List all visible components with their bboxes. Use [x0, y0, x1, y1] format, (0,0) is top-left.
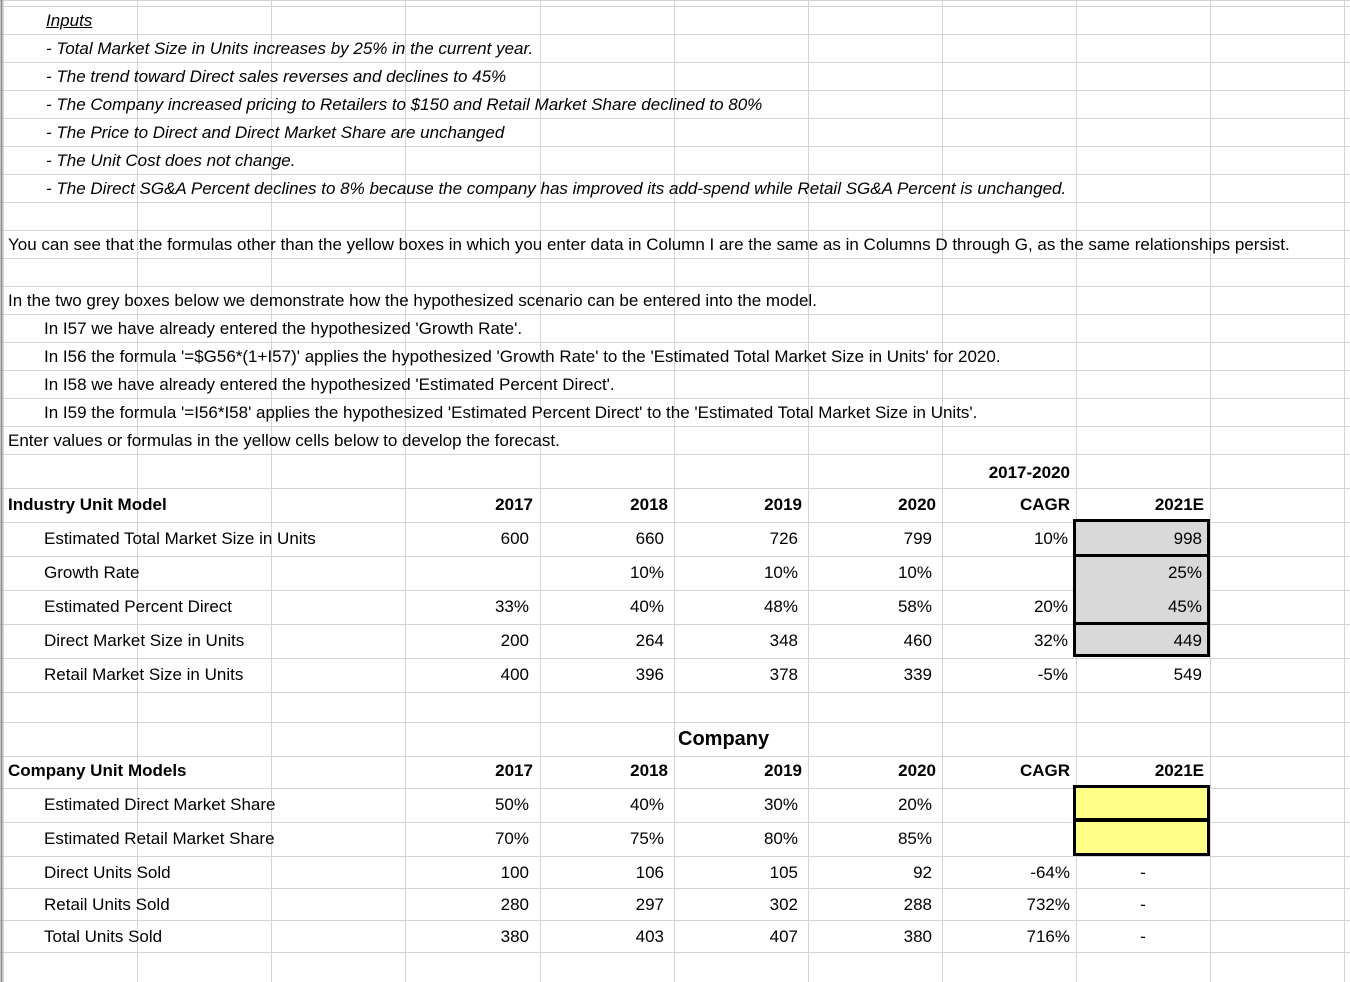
input-bullet-2: - The trend toward Direct sales reverses and declines to 45% — [46, 67, 507, 86]
cell-value[interactable]: 302 — [769, 895, 798, 914]
row-label: Growth Rate — [44, 563, 140, 582]
cell-value[interactable]: 396 — [635, 665, 664, 684]
row-label: Retail Market Size in Units — [44, 665, 244, 684]
cell-value[interactable]: 100 — [500, 863, 529, 882]
cell-value[interactable]: 106 — [635, 863, 664, 882]
input-bullet-3: - The Company increased pricing to Retailers to $150 and Retail Market Share declined to 80% — [46, 95, 763, 114]
cell-forecast[interactable]: - — [1140, 927, 1146, 946]
grey-box-intro: In the two grey boxes below we demonstrate how the hypothesized scenario can be entered into the model. — [8, 291, 817, 310]
industry-cagr-header: CAGR — [1019, 495, 1070, 514]
cell-forecast[interactable]: - — [1140, 895, 1146, 914]
cell-value[interactable]: 726 — [769, 529, 798, 548]
cell-value[interactable]: 10% — [897, 563, 932, 582]
cell-value[interactable]: 600 — [500, 529, 529, 548]
company-forecast-header: 2021E — [1154, 761, 1204, 780]
row-label: Direct Market Size in Units — [44, 631, 245, 650]
industry-year-2018: 2018 — [630, 495, 668, 514]
cell-value[interactable]: 10% — [763, 563, 798, 582]
cell-value[interactable]: 288 — [903, 895, 932, 914]
cell-value[interactable]: 50% — [494, 795, 529, 814]
cell-cagr[interactable]: 732% — [1026, 895, 1070, 914]
cell-value[interactable]: 200 — [500, 631, 529, 650]
company-year-2018: 2018 — [630, 761, 668, 780]
input-bullet-5: - The Unit Cost does not change. — [46, 151, 296, 170]
cell-value[interactable]: 280 — [500, 895, 529, 914]
cell-value[interactable]: 58% — [897, 597, 932, 616]
cell-cagr[interactable]: 716% — [1026, 927, 1070, 946]
industry-year-2019: 2019 — [764, 495, 802, 514]
cell-value[interactable]: 348 — [769, 631, 798, 650]
enter-values-instruction: Enter values or formulas in the yellow cells below to develop the forecast. — [8, 431, 560, 450]
cell-value[interactable]: 460 — [903, 631, 932, 650]
row-label: Total Units Sold — [44, 927, 163, 946]
cell-value[interactable]: 40% — [629, 597, 664, 616]
note-formulas: You can see that the formulas other than the yellow boxes in which you enter data in Column I are the same as in Columns D through G, as the same relationships persist. — [8, 235, 1290, 254]
input-bullet-4: - The Price to Direct and Direct Market Share are unchanged — [46, 123, 505, 142]
cell-value[interactable]: 380 — [903, 927, 932, 946]
cell-value[interactable]: 297 — [635, 895, 664, 914]
cell-value[interactable]: 20% — [897, 795, 932, 814]
yellow-input-direct-share[interactable] — [1073, 785, 1210, 821]
cell-value[interactable]: 33% — [494, 597, 529, 616]
cell-value[interactable]: 799 — [903, 529, 932, 548]
company-model-title: Company Unit Models — [8, 761, 187, 780]
grey-box-divider — [1076, 622, 1207, 625]
cell-value[interactable]: 30% — [763, 795, 798, 814]
cell-value[interactable]: 339 — [903, 665, 932, 684]
company-cagr-header: CAGR — [1019, 761, 1070, 780]
grey-step-2: In I56 the formula '=$G56*(1+I57)' applies the hypothesized 'Growth Rate' to the 'Estimated Total Market Size in Units' for 2020. — [44, 347, 1001, 366]
grey-box-divider — [1076, 554, 1207, 557]
cell-value[interactable]: 85% — [897, 829, 932, 848]
cell-value[interactable]: 403 — [635, 927, 664, 946]
industry-forecast-header: 2021E — [1154, 495, 1204, 514]
row-label: Estimated Retail Market Share — [44, 829, 275, 848]
grey-step-1: In I57 we have already entered the hypothesized 'Growth Rate'. — [44, 319, 523, 338]
cell-value[interactable]: 660 — [635, 529, 664, 548]
cell-value[interactable]: 10% — [629, 563, 664, 582]
cell-value[interactable]: 105 — [769, 863, 798, 882]
cell-value[interactable]: 92 — [913, 863, 932, 882]
cell-value[interactable]: 400 — [500, 665, 529, 684]
cell-cagr[interactable]: -64% — [1030, 863, 1070, 882]
cell-cagr[interactable]: 10% — [1033, 529, 1068, 548]
cell-cagr[interactable]: -5% — [1037, 665, 1068, 684]
industry-cagr-span: 2017-2020 — [988, 463, 1070, 482]
company-year-2017: 2017 — [495, 761, 533, 780]
cell-value[interactable]: 70% — [494, 829, 529, 848]
grey-step-4: In I59 the formula '=I56*I58' applies the hypothesized 'Estimated Percent Direct' to the 'Estimated Total Market Size in Units'. — [44, 403, 978, 422]
input-bullet-1: - Total Market Size in Units increases by 25% in the current year. — [46, 39, 534, 58]
company-section-heading: Company — [678, 728, 770, 750]
row-label: Estimated Percent Direct — [44, 597, 233, 616]
inputs-title: Inputs — [46, 11, 93, 30]
yellow-input-retail-share[interactable] — [1073, 819, 1210, 856]
cell-value[interactable]: 264 — [635, 631, 664, 650]
cell-forecast[interactable]: 998 — [1173, 529, 1202, 548]
row-label: Estimated Direct Market Share — [44, 795, 276, 814]
cell-value[interactable]: 48% — [763, 597, 798, 616]
cell-forecast[interactable]: 25% — [1167, 563, 1202, 582]
company-year-2019: 2019 — [764, 761, 802, 780]
cell-value[interactable]: 80% — [763, 829, 798, 848]
cell-forecast[interactable]: 449 — [1173, 631, 1202, 650]
cell-value[interactable]: 40% — [629, 795, 664, 814]
row-label: Estimated Total Market Size in Units — [44, 529, 316, 548]
industry-year-2017: 2017 — [495, 495, 533, 514]
industry-model-title: Industry Unit Model — [8, 495, 167, 514]
row-label: Direct Units Sold — [44, 863, 171, 882]
cell-forecast[interactable]: 45% — [1167, 597, 1202, 616]
cell-cagr[interactable]: 32% — [1033, 631, 1068, 650]
cell-value[interactable]: 75% — [629, 829, 664, 848]
company-year-2020: 2020 — [898, 761, 936, 780]
row-label: Retail Units Sold — [44, 895, 170, 914]
cell-value[interactable]: 378 — [769, 665, 798, 684]
input-bullet-6: - The Direct SG&A Percent declines to 8% because the company has improved its add-spend while Retail SG&A Percent is unchanged. — [46, 179, 1067, 198]
cell-value[interactable]: 407 — [769, 927, 798, 946]
cell-forecast[interactable]: 549 — [1173, 665, 1202, 684]
cell-value[interactable]: 380 — [500, 927, 529, 946]
cell-forecast[interactable]: - — [1140, 863, 1146, 882]
cell-cagr[interactable]: 20% — [1033, 597, 1068, 616]
grey-step-3: In I58 we have already entered the hypothesized 'Estimated Percent Direct'. — [44, 375, 615, 394]
industry-year-2020: 2020 — [898, 495, 936, 514]
